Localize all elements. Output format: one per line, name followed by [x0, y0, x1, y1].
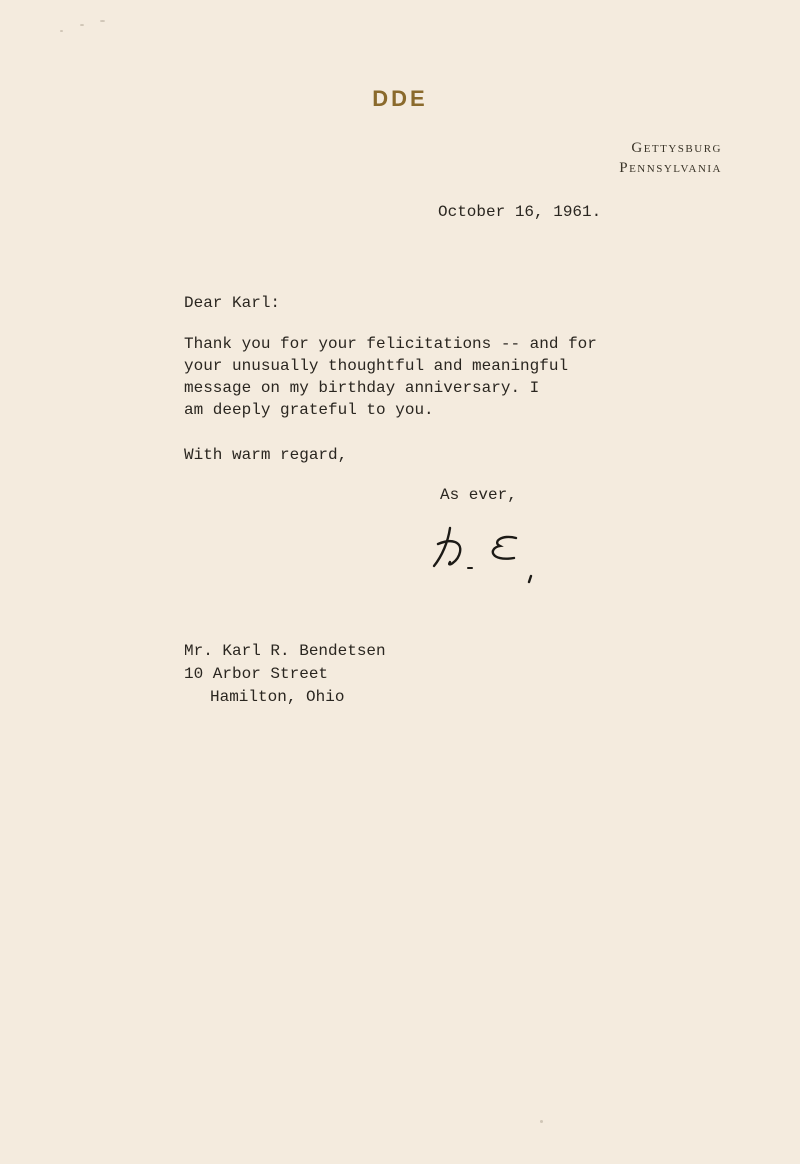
recipient-city: Hamilton, Ohio [210, 688, 345, 706]
monogram-text: DDE [372, 86, 428, 111]
body-line: Thank you for your felicitations -- and for [184, 335, 597, 353]
recipient-street: 10 Arbor Street [184, 665, 329, 683]
salutation: Dear Karl: [184, 294, 281, 312]
body-line: am deeply grateful to you. [184, 401, 434, 419]
paper-speck [60, 30, 63, 32]
body-line: message on my birthday anniversary. I [184, 379, 540, 397]
letterhead-monogram [0, 86, 800, 112]
paper-speck [100, 20, 105, 22]
letter-body [184, 333, 597, 421]
letterhead-city: Gettysburg [631, 140, 722, 156]
signature-d-stroke [434, 528, 460, 566]
letterhead-state: Pennsylvania [619, 160, 722, 176]
recipient-address [184, 640, 386, 709]
regards: With warm regard, [184, 446, 348, 464]
body-line: your unusually thoughtful and meaningful [184, 357, 569, 375]
signature-e-stroke [493, 537, 516, 559]
recipient-name: Mr. Karl R. Bendetsen [184, 642, 386, 660]
signature-comma [529, 576, 531, 582]
paper-speck [80, 24, 84, 26]
paper-speck [540, 1120, 543, 1123]
closing: As ever, [440, 486, 517, 504]
letter-date: October 16, 1961. [438, 203, 602, 221]
signature [428, 518, 548, 590]
